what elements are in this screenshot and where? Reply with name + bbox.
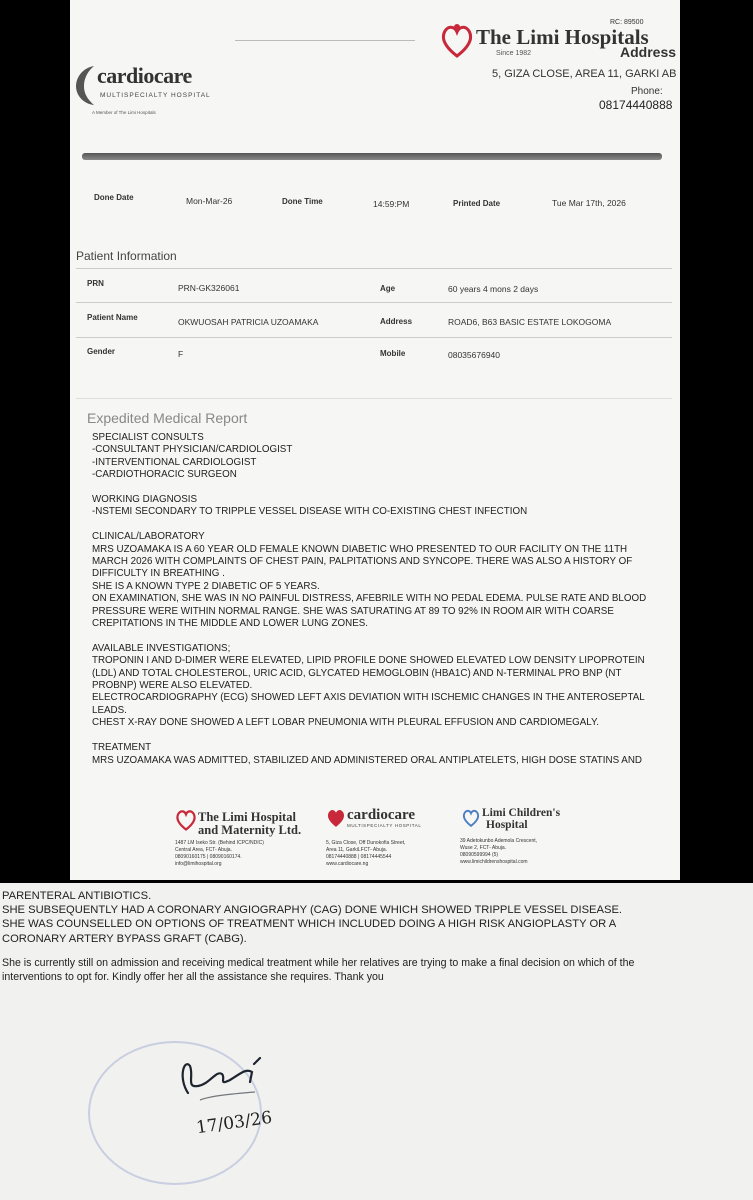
report-line: PRESSURE WERE WITHIN NORMAL RANGE. SHE WAS SATURATING AT 89 TO 92% IN ROOM AIR WITH COARSE [92, 605, 614, 617]
age-value: 60 years 4 mons 2 days [448, 284, 539, 294]
report-line: -CARDIOTHORACIC SURGEON [92, 469, 237, 481]
footer-cardiocare-address: 5, Giza Close, Off Dunokofia Street, Area 11, GarkiLFCT- Abuja. 08174440888 | 08174445544 www.cardiocare.ng [326, 840, 406, 867]
done-time-value: 14:59:PM [373, 199, 410, 209]
faint-divider [235, 40, 415, 41]
printed-date-value: Tue Mar 17th, 2026 [552, 198, 626, 208]
rc-number: RC: 89500 [610, 19, 644, 26]
age-label: Age [380, 284, 396, 293]
footer-limi-address: 1487 LM Iseko Str. (Behind ICPC/NDIC) Central Area, FCT- Abuja. 08090160175 | 08090160174. info@limihospital.org [175, 840, 264, 867]
signature-date: 17/03/26 [194, 1107, 274, 1139]
report-line: ELECTROCARDIOGRAPHY (ECG) SHOWED LEFT AXIS DEVIATION WITH ISCHEMIC CHANGES IN THE ANTEROSEPTAL [92, 692, 645, 704]
page2-line: PARENTERAL ANTIBIOTICS. [2, 890, 152, 902]
report-body [92, 432, 662, 767]
report-line: CREPITATIONS IN THE MIDDLE AND LOWER LUNG ZONES. [92, 618, 368, 630]
hospital-phone: 08174440888 [599, 98, 673, 112]
cardiocare-subtitle: MULTISPECIALTY HOSPITAL [100, 92, 211, 99]
report-spacer [92, 730, 662, 742]
patient-info-title: Patient Information [76, 249, 177, 263]
report-page-2 [0, 883, 753, 1200]
report-page-1 [70, 0, 680, 880]
row-divider [76, 268, 672, 269]
report-line: TROPONIN I AND D-DIMER WERE ELEVATED, LIPID PROFILE DONE SHOWED ELEVATED LOW DENSITY LIPOPROTEIN [92, 655, 645, 667]
header-divider-bar [82, 153, 662, 160]
report-line: CHEST X-RAY DONE SHOWED A LEFT LOBAR PNEUMONIA WITH PLEURAL EFFUSION AND CARDIOMEGALY. [92, 717, 600, 729]
report-line: PROBNP) WERE ALSO ELEVATED. [92, 680, 253, 692]
report-line: MRS UZOAMAKA WAS ADMITTED, STABILIZED AND ADMINISTERED ORAL ANTIPLATELETS, HIGH DOSE STATINS AND [92, 754, 642, 766]
row-divider [76, 302, 672, 303]
footer-children-name-2: Hospital [486, 819, 528, 831]
phone-label: Phone: [631, 86, 663, 97]
row-divider [76, 337, 672, 338]
page2-line: CORONARY ARTERY BYPASS GRAFT (CABG). [2, 932, 247, 945]
page2-body [2, 889, 747, 984]
report-line: -NSTEMI SECONDARY TO TRIPPLE VESSEL DISEASE WITH CO-EXISTING CHEST INFECTION [92, 506, 528, 518]
done-date-label: Done Date [94, 193, 134, 202]
report-spacer [92, 630, 662, 642]
prn-value: PRN-GK326061 [178, 283, 240, 293]
since-text: Since 1982 [496, 50, 532, 57]
patient-name-label: Patient Name [87, 313, 138, 322]
mobile-value: 08035676940 [448, 350, 501, 360]
report-line: CLINICAL/LABORATORY [92, 531, 205, 543]
done-time-label: Done Time [282, 197, 323, 206]
row-divider [76, 398, 672, 399]
footer-cardiocare-sub: MULTISPECIALTY HOSPITAL [347, 823, 422, 828]
page2-line: SHE SUBSEQUENTLY HAD A CORONARY ANGIOGRAPHY (CAG) DONE WHICH SHOWED TRIPPLE VESSEL DISEASE. [2, 904, 623, 917]
page2-line: She is currently still on admission and receiving medical treatment while her relatives are trying to make a final decision on which of the [2, 956, 635, 969]
page2-line: SHE WAS COUNSELLED ON OPTIONS OF TREATMENT WHICH INCLUDED DOING A HIGH RISK ANGIOPLASTY OR A [2, 918, 617, 931]
children-footer-heart-icon [462, 808, 480, 828]
report-line: -CONSULTANT PHYSICIAN/CARDIOLOGIST [92, 444, 293, 456]
done-date-value: Mon-Mar-26 [186, 196, 233, 206]
report-title: Expedited Medical Report [87, 410, 248, 426]
hospital-address: 5, GIZA CLOSE, AREA 11, GARKI AB [492, 68, 677, 80]
mobile-label: Mobile [380, 349, 406, 358]
patient-address-value: ROAD6, B63 BASIC ESTATE LOKOGOMA [448, 317, 612, 327]
page2-line: interventions to opt for. Kindly offer her all the assistance she requires. Thank you [2, 971, 384, 984]
limi-footer-heart-icon [175, 808, 197, 832]
limi-brand-name: The Limi Hospitals [476, 25, 649, 49]
report-spacer [92, 482, 662, 494]
report-line: LEADS. [92, 704, 127, 716]
patient-address-label: Address [380, 317, 413, 326]
prn-label: PRN [87, 279, 104, 288]
report-line: MARCH 2026 WITH COMPLAINTS OF CHEST PAIN, PALPITATIONS AND SYNCOPE. THERE WAS ALSO A HISTORY OF [92, 556, 633, 568]
report-line: SPECIALIST CONSULTS [92, 432, 204, 443]
gender-value: F [178, 349, 184, 359]
report-line: (LDL) AND TOTAL CHOLESTEROL, URIC ACID, GLYCATED HEMOGLOBIN (HBA1C) AND N-TERMINAL PRO BNP (NT [92, 667, 622, 679]
report-line: ON EXAMINATION, SHE WAS IN NO PAINFUL DISTRESS, AFEBRILE WITH NO PEDAL EDEMA. PULSE RATE AND BLOOD [92, 593, 647, 605]
page2-spacer [2, 946, 747, 956]
footer-children-address: 39 Adetokunbo Ademola Crescent, Wuse 2, FCT- Abuja. 08090599994 (5) www.limichildrenshospital.com [460, 838, 537, 865]
cardiocare-tagline: A Member of The Limi Hospitals [92, 110, 156, 115]
report-line: SHE IS A KNOWN TYPE 2 DIABETIC OF 5 YEARS. [92, 580, 320, 592]
footer-limi-name-1: The Limi Hospital [198, 810, 296, 824]
printed-date-label: Printed Date [453, 199, 501, 208]
cardiocare-logo-icon [74, 62, 98, 108]
limi-heart-logo-icon [440, 22, 474, 60]
report-spacer [92, 519, 662, 531]
footer-cardiocare-name: cardiocare [347, 807, 416, 823]
patient-name-value: OKWUOSAH PATRICIA UZOAMAKA [178, 317, 319, 327]
report-line: WORKING DIAGNOSIS [92, 494, 198, 506]
report-line: -INTERVENTIONAL CARDIOLOGIST [92, 456, 257, 468]
report-line: DIFFICULTY IN BREATHING . [92, 568, 225, 580]
cardiocare-footer-heart-icon [326, 806, 346, 830]
report-line: AVAILABLE INVESTIGATIONS; [92, 642, 231, 654]
gender-label: Gender [87, 347, 116, 356]
report-line: MRS UZOAMAKA IS A 60 YEAR OLD FEMALE KNOWN DIABETIC WHO PRESENTED TO OUR FACILITY ON THE 11TH [92, 543, 628, 555]
address-label: Address [620, 44, 677, 60]
footer-children-name-1: Limi Children's [482, 807, 561, 819]
cardiocare-name: cardiocare [97, 63, 192, 88]
report-line: TREATMENT [92, 742, 152, 754]
footer-limi-name-2: and Maternity Ltd. [198, 823, 302, 837]
